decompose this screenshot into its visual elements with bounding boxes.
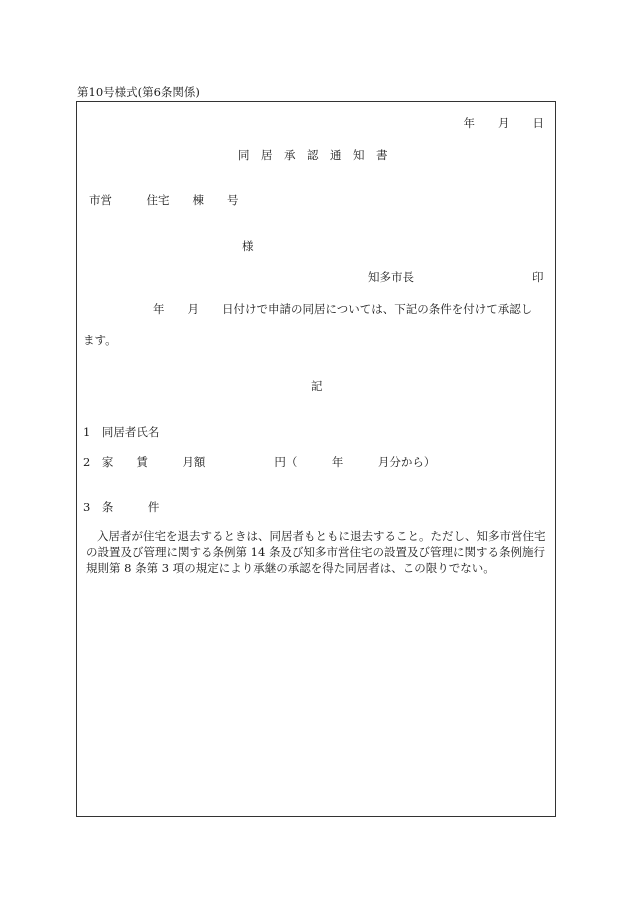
item-cohabitant-name: 1 同居者氏名 <box>83 425 160 439</box>
body-text-line-1: 年 月 日付けで申請の同居については、下記の条件を付けて承認し <box>153 302 533 316</box>
ki-heading: 記 <box>311 379 323 393</box>
document-title: 同 居 承 認 通 知 書 <box>238 148 388 162</box>
form-number-label: 第10号様式(第6条関係) <box>77 85 200 99</box>
housing-line: 市営 住宅 棟 号 <box>89 193 239 207</box>
body-text-line-2: ます。 <box>83 333 117 347</box>
addressee-suffix: 様 <box>242 239 254 253</box>
condition-paragraph: 入居者が住宅を退去するときは、同居者もともに退去すること。ただし、知多市営住宅の設置及び管理に関する条例第 14 条及び知多市営住宅の設置及び管理に関する条例施行規則第 8 条第 3 項の規定により承継の承認を得た同居者は、この限りでない。 <box>86 529 546 575</box>
item-conditions: 3 条 件 <box>83 500 160 514</box>
seal-mark: 印 <box>532 270 544 284</box>
item-rent: 2 家 賃 月額 円（ 年 月分から） <box>83 455 436 469</box>
issuer-name: 知多市長 <box>368 270 414 284</box>
date-line: 年 月 日 <box>463 116 544 130</box>
